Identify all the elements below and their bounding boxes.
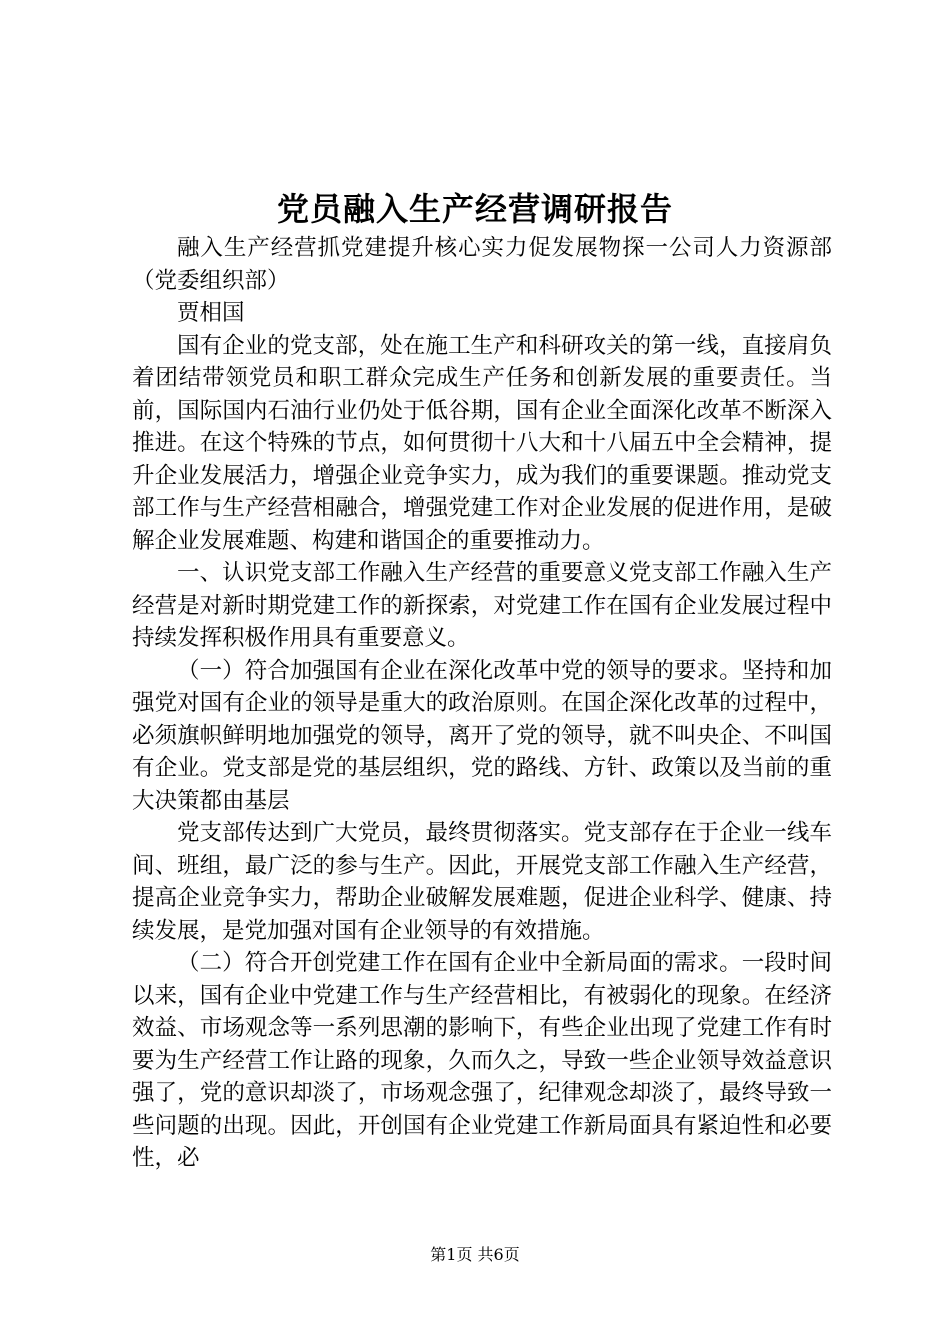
subsection-one-paragraph: （一）符合加强国有企业在深化改革中党的领导的要求。坚持和加强党对国有企业的领导是重大的政治原则。在国企深化改革的过程中，必须旗帜鲜明地加强党的领导，离开了党的领导，就不叫央企、不叫国有企业。党支部是党的基层组织，党的路线、方针、政策以及当前的重大决策都由基层 (132, 657, 832, 814)
intro-paragraph: 国有企业的党支部，处在施工生产和科研攻关的第一线，直接肩负着团结带领党员和职工群众完成生产任务和创新发展的重要责任。当前，国际国内石油行业仍处于低谷期，国有企业全面深化改革不断深入推进。在这个特殊的节点，如何贯彻十八大和十八届五中全会精神，提升企业发展活力，增强企业竞争实力，成为我们的重要课题。推动党支部工作与生产经营相融合，增强党建工作对企业发展的促进作用，是破解企业发展难题、构建和谐国企的重要推动力。 (132, 332, 832, 554)
page-footer (0, 1244, 950, 1266)
document-body (132, 232, 832, 1175)
subtitle-paragraph: 融入生产经营抓党建提升核心实力促发展物探一公司人力资源部（党委组织部） (132, 235, 832, 294)
subsection-two-paragraph: （二）符合开创党建工作在国有企业中全新局面的需求。一段时间以来，国有企业中党建工作与生产经营相比，有被弱化的现象。在经济效益、市场观念等一系列思潮的影响下，有些企业出现了党建工作有时要为生产经营工作让路的现象，久而久之，导致一些企业领导效益意识强了，党的意识却淡了，市场观念强了，纪律观念却淡了，最终导致一些问题的出现。因此，开创国有企业党建工作新局面具有紧迫性和必要性，必 (132, 950, 832, 1171)
author-paragraph: 贾相国 (177, 300, 245, 326)
subsection-one-continued-paragraph: 党支部传达到广大党员，最终贯彻落实。党支部存在于企业一线车间、班组，最广泛的参与生产。因此，开展党支部工作融入生产经营，提高企业竞争实力，帮助企业破解发展难题，促进企业科学、健康、持续发展，是党加强对国有企业领导的有效措施。 (132, 820, 832, 944)
document-title: 党员融入生产经营调研报告 (276, 190, 673, 228)
page-number: 第1页 共6页 (430, 1245, 520, 1264)
section-one-paragraph: 一、认识党支部工作融入生产经营的重要意义党支部工作融入生产经营是对新时期党建工作的新探索，对党建工作在国有企业发展过程中持续发挥积极作用具有重要意义。 (132, 560, 832, 651)
